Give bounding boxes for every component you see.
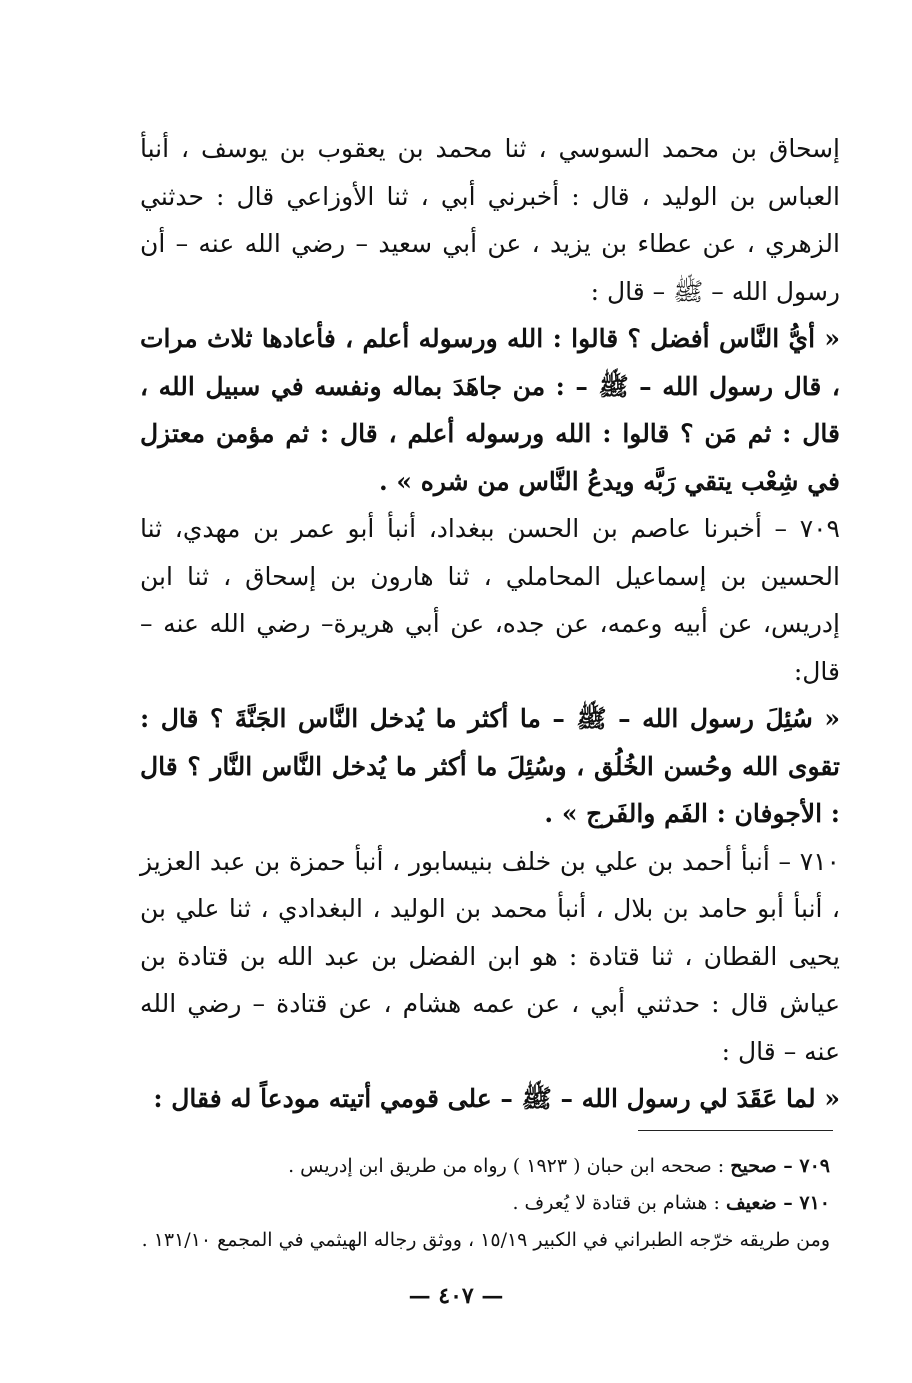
footnote-710 [85,1185,830,1222]
page-number: — ٤٠٧ — [408,1283,504,1309]
footnotes [85,1148,830,1259]
chain-paragraph-708: إسحاق بن محمد السوسي ، ثنا محمد بن يعقوب بن يوسف ، أنبأ العباس بن الوليد ، قال : أخبرني أبي ، ثنا الأوزاعي قال : حدثني الزهري ، عن عطاء بن يزيد ، عن أبي سعيد – رضي الله عنه – أن رسول الله – ﷺ – قال : [140,134,840,306]
footnote-710-label: ٧١٠ – ضعيف [725,1192,830,1214]
hadith-text-708: « أيُّ النَّاس أفضل ؟ قالوا : الله ورسوله أعلم ، فأعادها ثلاث مرات ، قال رسول الله – ﷺ – : من جاهَدَ بماله ونفسه في سبيل الله ، قال : ثم مَن ؟ قالوا : الله ورسوله أعلم ، قال : ثم مؤمن معتزل في شِعْب يتقي رَبَّه ويدعُ النَّاس من شره » . [140,324,840,496]
chain-paragraph-710: ٧١٠ – أنبأ أحمد بن علي بن خلف بنيسابور ، أنبأ حمزة بن عبد العزيز ، أنبأ أبو حامد بن بلال ، أنبأ محمد بن الوليد ، البغدادي ، ثنا علي بن يحيى القطان ، ثنا قتادة : هو ابن الفضل بن عبد الله بن قتادة بن عياش قال : حدثني أبي ، عن عمه هشام ، عن قتادة – رضي الله عنه – قال : [140,846,840,1066]
hadith-text-709: « سُئِلَ رسول الله – ﷺ – ما أكثر ما يُدخل النَّاس الجَنَّةَ ؟ قال : تقوى الله وحُسن الخُلُق ، وسُئِلَ ما أكثر ما يُدخل النَّاس النَّار ؟ قال : الأجوفان : الفَم والفَرج » . [140,704,840,828]
footnote-710-text: : هشام بن قتادة لا يُعرف . [512,1192,726,1214]
footnote-divider [638,1130,833,1131]
chain-paragraph-709: ٧٠٩ – أخبرنا عاصم بن الحسن ببغداد، أنبأ أبو عمر بن مهدي، ثنا الحسين بن إسماعيل المحاملي ، ثنا هارون بن إسحاق ، ثنا ابن إدريس، عن أبيه وعمه، عن جده، عن أبي هريرة– رضي الله عنه – قال: [140,514,840,686]
footnote-710-continued [85,1222,830,1259]
footnote-709-label: ٧٠٩ – صحيح [730,1155,830,1177]
footnote-709 [85,1148,830,1185]
footnote-709-text: : صححه ابن حبان ( ١٩٢٣ ) رواه من طريق ابن إدريس . [288,1155,731,1177]
footnote-710-extra-text: ومن طريقه خرّجه الطبراني في الكبير ١٥/١٩ ، ووثق رجاله الهيثمي في المجمع ١٣١/١٠ . [141,1229,830,1251]
main-text [140,125,840,1123]
hadith-text-710: « لما عَقَدَ لي رسول الله – ﷺ – على قومي أتيته مودعاً له فقال : [153,1084,840,1113]
